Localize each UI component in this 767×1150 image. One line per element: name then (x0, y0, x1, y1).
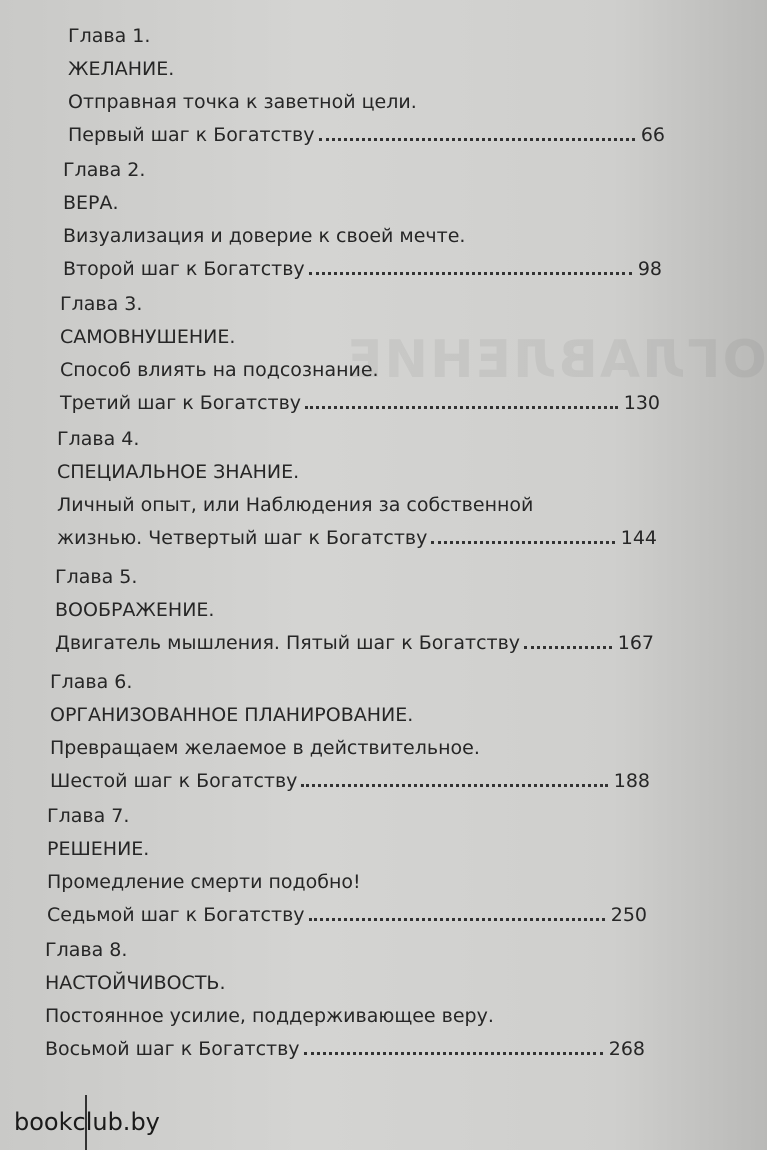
page-number: 250 (610, 904, 647, 926)
dot-leader (309, 272, 632, 275)
toc-entry-line[interactable] (50, 769, 650, 793)
dot-leader (524, 646, 612, 649)
chapter-subtitle-line: Постоянное усилие, поддерживающее веру. (45, 1005, 494, 1027)
chapter-label: Глава 1. (68, 25, 151, 47)
page-number: 144 (620, 527, 657, 549)
page-number: 268 (608, 1038, 645, 1060)
dot-leader (431, 541, 614, 544)
chapter-title: ЖЕЛАНИЕ. (68, 58, 175, 80)
chapter-subtitle-line: Превращаем желаемое в действительное. (50, 737, 480, 759)
toc-entry-line[interactable] (60, 391, 660, 415)
chapter-title: НАСТОЙЧИВОСТЬ. (45, 972, 226, 994)
page-number: 98 (637, 258, 662, 280)
chapter-subtitle-line: Седьмой шаг к Богатству (47, 904, 305, 926)
chapter-subtitle-line: Шестой шаг к Богатству (50, 770, 298, 792)
chapter-label: Глава 4. (57, 428, 140, 450)
chapter-subtitle-line: Личный опыт, или Наблюдения за собственной (57, 494, 534, 516)
chapter-subtitle-line: Визуализация и доверие к своей мечте. (63, 225, 466, 247)
toc-entry-line[interactable] (47, 903, 647, 927)
toc-entry-line[interactable] (57, 526, 657, 550)
dot-leader (309, 918, 605, 921)
page-number: 130 (623, 392, 660, 414)
chapter-subtitle-line: Второй шаг к Богатству (63, 258, 305, 280)
dot-leader (319, 138, 635, 141)
toc-entry-line[interactable] (63, 257, 662, 281)
toc-entry-line[interactable] (45, 1037, 645, 1061)
dot-leader (304, 1052, 603, 1055)
chapter-title: САМОВНУШЕНИЕ. (60, 326, 236, 348)
chapter-title: СПЕЦИАЛЬНОЕ ЗНАНИЕ. (57, 461, 300, 483)
page-number: 167 (617, 632, 654, 654)
chapter-subtitle-line: жизнью. Четвертый шаг к Богатству (57, 527, 428, 549)
toc-entry-line[interactable] (55, 631, 654, 655)
chapter-subtitle-line: Третий шаг к Богатству (60, 392, 302, 414)
dot-leader (305, 406, 618, 409)
chapter-label: Глава 5. (55, 566, 138, 588)
chapter-title: РЕШЕНИЕ. (47, 838, 150, 860)
chapter-label: Глава 6. (50, 671, 133, 693)
toc-entry-line[interactable] (68, 123, 665, 147)
dot-leader (301, 784, 607, 787)
chapter-subtitle-line: Промедление смерти подобно! (47, 871, 361, 893)
chapter-subtitle-line: Способ влиять на подсознание. (60, 359, 379, 381)
bleed-through-text: ОГЛАВЛЕНИЕ (345, 330, 767, 390)
chapter-title: ВЕРА. (63, 192, 119, 214)
page-number: 188 (613, 770, 650, 792)
chapter-subtitle-line: Восьмой шаг к Богатству (45, 1038, 300, 1060)
chapter-label: Глава 8. (45, 939, 128, 961)
chapter-title: ВООБРАЖЕНИЕ. (55, 599, 215, 621)
chapter-label: Глава 2. (63, 159, 146, 181)
chapter-subtitle-line: Двигатель мышления. Пятый шаг к Богатству (55, 632, 521, 654)
chapter-subtitle-line: Первый шаг к Богатству (68, 124, 315, 146)
chapter-label: Глава 3. (60, 293, 143, 315)
watermark: bookclub.by (14, 1108, 160, 1136)
chapter-label: Глава 7. (47, 805, 130, 827)
chapter-title: ОРГАНИЗОВАННОЕ ПЛАНИРОВАНИЕ. (50, 704, 414, 726)
page-number: 66 (640, 124, 665, 146)
chapter-subtitle-line: Отправная точка к заветной цели. (68, 91, 417, 113)
